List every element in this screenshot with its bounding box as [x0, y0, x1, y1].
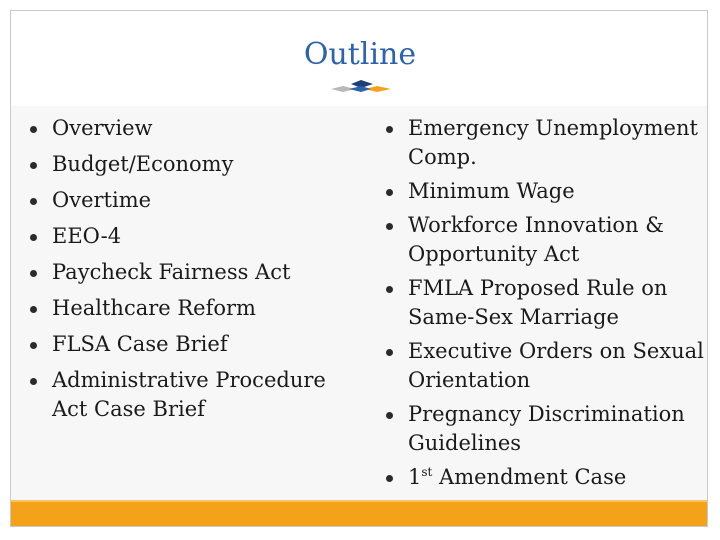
bullet-icon: [386, 412, 393, 419]
bullet-icon: [30, 234, 37, 241]
list-item: Workforce Innovation & Opportunity Act: [386, 211, 706, 269]
bullet-icon: [30, 342, 37, 349]
bullet-icon: [386, 475, 393, 482]
list-item: Budget/Economy: [30, 150, 350, 179]
list-item: Administrative Procedure Act Case Brief: [30, 366, 350, 424]
bullet-icon: [386, 126, 393, 133]
right-bullet-list: [386, 114, 706, 497]
bullet-icon: [30, 378, 37, 385]
left-bullet-list: [30, 114, 350, 431]
list-item: Overtime: [30, 186, 350, 215]
bullet-icon: [30, 162, 37, 169]
bullet-icon: [386, 286, 393, 293]
slide-title: Outline: [303, 37, 417, 72]
bullet-icon: [30, 270, 37, 277]
bullet-icon: [30, 306, 37, 313]
bullet-icon: [386, 223, 393, 230]
title-ornament-icon: [331, 78, 391, 96]
list-item: EEO-4: [30, 222, 350, 251]
list-item: FLSA Case Brief: [30, 330, 350, 359]
list-item: 1st Amendment Case: [386, 463, 706, 492]
list-item: Emergency Unemployment Comp.: [386, 114, 706, 172]
list-item: Healthcare Reform: [30, 294, 350, 323]
list-item: Pregnancy Discrimination Guidelines: [386, 400, 706, 458]
list-item: Overview: [30, 114, 350, 143]
bullet-icon: [30, 198, 37, 205]
list-item: FMLA Proposed Rule on Same-Sex Marriage: [386, 274, 706, 332]
list-item: Executive Orders on Sexual Orientation: [386, 337, 706, 395]
bullet-icon: [386, 349, 393, 356]
list-item: Minimum Wage: [386, 177, 706, 206]
list-item: Paycheck Fairness Act: [30, 258, 350, 287]
bullet-icon: [30, 126, 37, 133]
footer-bar: [11, 500, 707, 526]
bullet-icon: [386, 189, 393, 196]
